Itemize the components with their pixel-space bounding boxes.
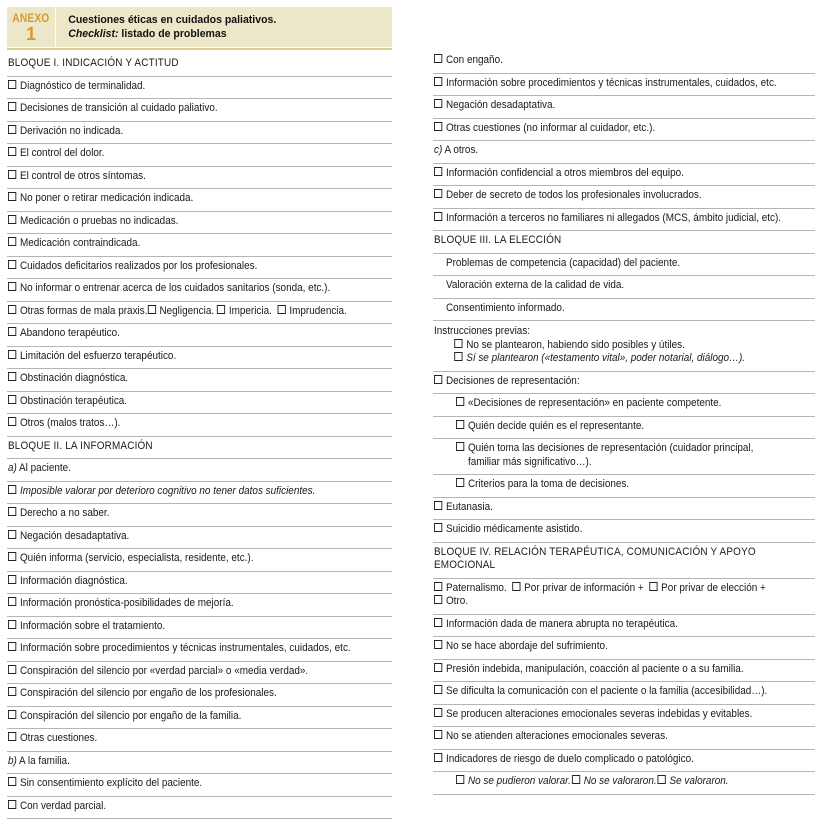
checklist-item <box>7 797 392 820</box>
checklist-item <box>433 74 815 97</box>
checkbox[interactable] <box>8 777 16 786</box>
checklist-item-label: El control de otros síntomas. <box>19 169 146 182</box>
annex-badge-number: 1 <box>25 23 36 44</box>
checklist-item <box>433 299 815 322</box>
checklist-item-label: Derecho a no saber. <box>19 507 110 519</box>
block3-heading: BLOQUE III. LA ELECCIÓN <box>433 231 815 254</box>
representation-criteria-row: Criterios para la toma de decisiones. <box>433 475 815 498</box>
checklist-item <box>7 729 392 752</box>
checklist-item <box>7 617 392 640</box>
checklist-item-label: Sin consentimiento explícito del paciente. <box>19 777 203 789</box>
instructions-option-a: No se plantearon, habiendo sido posibles y útiles. <box>434 339 785 353</box>
checkbox[interactable] <box>8 350 16 359</box>
checkbox[interactable] <box>434 640 442 649</box>
checklist-item <box>433 750 815 773</box>
checklist-item-label: Quién informa (servicio, especialista, residente, etc.). <box>19 552 254 564</box>
paternalism-row: Paternalismo. Por privar de información + Por privar de elección + Otro. <box>433 579 815 615</box>
checkbox[interactable] <box>277 305 285 314</box>
checkbox[interactable] <box>8 147 16 156</box>
checkbox[interactable] <box>434 730 442 739</box>
checkbox[interactable] <box>434 212 442 221</box>
checklist-item <box>433 705 815 728</box>
checkbox[interactable] <box>454 339 462 348</box>
checklist-item <box>433 186 815 209</box>
checklist-item <box>433 254 815 277</box>
checklist-item-label: Suicidio médicamente asistido. <box>445 523 583 535</box>
checklist-item <box>7 774 392 797</box>
block2-list <box>7 504 392 752</box>
checklist-item-label: Indicadores de riesgo de duelo complicado o patológico. <box>445 752 694 765</box>
checkbox[interactable] <box>8 395 16 404</box>
checkbox[interactable] <box>8 282 16 291</box>
checkbox[interactable] <box>8 260 16 269</box>
checklist-item <box>433 394 815 417</box>
block1-list-b <box>7 324 392 437</box>
checklist-item-label: Cuidados deficitarios realizados por los profesionales. <box>19 259 258 272</box>
checkbox[interactable] <box>8 620 16 629</box>
checklist-item <box>7 324 392 347</box>
checklist-item-label: Información sobre procedimientos y técnicas instrumentales, cuidados, etc. <box>445 76 777 89</box>
checkbox[interactable] <box>512 582 520 591</box>
checkbox[interactable] <box>434 663 442 672</box>
checklist-item-label: Conspiración del silencio por «verdad parcial» o «media verdad». <box>19 664 309 677</box>
checklist-item-label: Información diagnóstica. <box>19 574 128 587</box>
checkbox[interactable] <box>8 237 16 246</box>
checkbox[interactable] <box>8 665 16 674</box>
checkbox[interactable] <box>8 575 16 584</box>
checklist-item <box>433 51 815 74</box>
checkbox[interactable] <box>434 54 442 63</box>
checklist-item-label: Medicación contraindicada. <box>19 237 141 249</box>
checklist-item-label: Limitación del esfuerzo terapéutico. <box>19 349 177 362</box>
checklist-item <box>433 520 815 543</box>
block4-list <box>433 615 815 773</box>
checkbox[interactable] <box>8 215 16 224</box>
euthanasia-list <box>433 498 815 543</box>
checklist-item-label: Otros (malos tratos…). <box>19 417 121 429</box>
checkbox[interactable] <box>658 775 666 784</box>
block2-heading: BLOQUE II. LA INFORMACIÓN <box>7 437 392 460</box>
checkbox[interactable] <box>8 642 16 651</box>
checklist-item <box>433 417 815 440</box>
checkbox[interactable] <box>8 800 16 809</box>
checklist-item <box>7 122 392 145</box>
checklist-item <box>7 662 392 685</box>
section-b: b) A la familia. <box>7 752 392 775</box>
representation-list <box>433 394 815 439</box>
family-list <box>433 51 815 141</box>
checkbox[interactable] <box>434 122 442 131</box>
duelo-options-row: No se pudieron valorar. No se valoraron. Se valoraron. <box>433 772 815 795</box>
checklist-item-label: Diagnóstico de terminalidad. <box>19 79 146 92</box>
left-column <box>7 54 392 819</box>
checkbox[interactable] <box>8 597 16 606</box>
checklist-item-label: No se atienden alteraciones emocionales severas. <box>445 730 668 742</box>
checkbox[interactable] <box>8 485 16 494</box>
checklist-item <box>7 77 392 100</box>
checklist-item <box>433 276 815 299</box>
checkbox[interactable] <box>8 710 16 719</box>
checkbox[interactable] <box>434 99 442 108</box>
checkbox[interactable] <box>8 732 16 741</box>
section-c: c) A otros. <box>433 141 815 164</box>
checklist-item-label: Con verdad parcial. <box>19 799 107 812</box>
annex-badge <box>7 7 55 47</box>
header-rule <box>7 48 392 50</box>
checkbox[interactable] <box>434 167 442 176</box>
checkbox[interactable] <box>8 102 16 111</box>
instructions-row <box>433 321 815 372</box>
checklist-item-label: Negación desadaptativa. <box>19 529 130 542</box>
checkbox[interactable] <box>8 552 16 561</box>
checkbox[interactable] <box>8 170 16 179</box>
checklist-item <box>7 189 392 212</box>
checklist-item <box>7 347 392 370</box>
checklist-item-label: Información pronóstica-posibilidades de mejoría. <box>19 597 234 609</box>
checklist-item-label: Eutanasia. <box>445 500 493 513</box>
right-column <box>433 51 815 795</box>
checklist-item-label: Presión indebida, manipulación, coacción al paciente o a su familia. <box>445 662 744 675</box>
checklist-item-label: Consentimiento informado. <box>446 301 565 314</box>
checklist-item-label: Problemas de competencia (capacidad) del paciente. <box>446 256 681 269</box>
checklist-item-label: Información a terceros no familiares ni allegados (MCS, ámbito judicial, etc). <box>445 211 782 224</box>
checklist-item <box>433 164 815 187</box>
checkbox[interactable] <box>8 125 16 134</box>
annex-title-line2 <box>68 27 372 41</box>
checkbox[interactable] <box>434 618 442 627</box>
checklist-item <box>7 414 392 437</box>
annex-title <box>56 7 372 47</box>
checklist-item <box>433 615 815 638</box>
checkbox[interactable] <box>8 192 16 201</box>
checklist-item <box>7 392 392 415</box>
checklist-item <box>433 637 815 660</box>
checklist-item-label: Conspiración del silencio por engaño de la familia. <box>19 709 242 722</box>
checklist-item <box>7 594 392 617</box>
checkbox[interactable] <box>456 775 464 784</box>
annex-header <box>7 7 392 47</box>
checklist-item-label: Deber de secreto de todos los profesionales involucrados. <box>445 189 702 201</box>
checkbox[interactable] <box>8 417 16 426</box>
checkbox[interactable] <box>8 327 16 336</box>
checkbox[interactable] <box>147 305 155 314</box>
checklist-item <box>433 498 815 521</box>
checklist-item <box>433 119 815 142</box>
checkbox[interactable] <box>434 189 442 198</box>
checkbox[interactable] <box>434 523 442 532</box>
section-a: a) Al paciente. <box>7 459 392 482</box>
malpraxis-row: Otras formas de mala praxis. Negligencia. Impericia. Imprudencia. <box>7 302 392 325</box>
block4-heading: BLOQUE IV. RELACIÓN TERAPÉUTICA, COMUNICACIÓN Y APOYO EMOCIONAL <box>433 543 815 579</box>
checklist-item-label: Información sobre el tratamiento. <box>19 619 166 632</box>
checkbox[interactable] <box>8 507 16 516</box>
checklist-item <box>7 257 392 280</box>
checkbox[interactable] <box>434 595 442 604</box>
checkbox[interactable] <box>456 442 464 451</box>
checklist-item-label: Se producen alteraciones emocionales severas indebidas y evitables. <box>445 707 753 720</box>
checkbox[interactable] <box>649 582 657 591</box>
checkbox[interactable] <box>456 397 464 406</box>
checklist-item <box>7 639 392 662</box>
checklist-item-label: Negación desadaptativa. <box>445 99 556 111</box>
checkbox[interactable] <box>434 375 442 384</box>
checklist-item <box>7 279 392 302</box>
checklist-item-label: No informar o entrenar acerca de los cuidados sanitarios (sonda, etc.). <box>19 282 331 294</box>
checklist-item-label: Otras cuestiones. <box>19 732 98 744</box>
checkbox[interactable] <box>434 753 442 762</box>
checklist-item-label: Con engaño. <box>445 54 503 66</box>
checkbox[interactable] <box>434 708 442 717</box>
checkbox[interactable] <box>456 420 464 429</box>
checklist-item <box>7 212 392 235</box>
checklist-item <box>7 234 392 257</box>
checkbox[interactable] <box>217 305 225 314</box>
annex-title-rest: listado de problemas <box>118 28 227 40</box>
checklist-item <box>7 369 392 392</box>
checklist-item <box>7 572 392 595</box>
checklist-item-label: Información dada de manera abrupta no terapéutica. <box>445 617 678 630</box>
checklist-item-label: Valoración externa de la calidad de vida. <box>446 279 625 291</box>
checklist-item-label: Información confidencial a otros miembros del equipo. <box>445 166 684 179</box>
checkbox[interactable] <box>454 352 462 361</box>
others-list <box>433 164 815 232</box>
checklist-item <box>7 99 392 122</box>
checkbox[interactable] <box>8 530 16 539</box>
checkbox[interactable] <box>8 80 16 89</box>
checklist-item-label: Se dificulta la comunicación con el paciente o la familia (accesibilidad…). <box>445 685 768 697</box>
checklist-item-label: Abandono terapéutico. <box>19 327 120 339</box>
checkbox[interactable] <box>434 501 442 510</box>
checklist-item <box>433 682 815 705</box>
checkbox[interactable] <box>434 77 442 86</box>
instructions-title: Instrucciones previas: <box>434 325 531 337</box>
block1-list <box>7 77 392 302</box>
impossible-row: Imposible valorar por deterioro cognitivo no tener datos suficientes. <box>7 482 392 505</box>
checklist-item-label: Derivación no indicada. <box>19 124 124 137</box>
checklist-item-label: Quién decide quién es el representante. <box>467 419 645 432</box>
checklist-item-label: Obstinación diagnóstica. <box>19 372 129 384</box>
checklist-item <box>433 727 815 750</box>
checkbox[interactable] <box>8 305 16 314</box>
checkbox[interactable] <box>434 685 442 694</box>
checklist-item <box>7 527 392 550</box>
annex-title-line1: Cuestiones éticas en cuidados paliativos. <box>68 14 277 26</box>
checkbox[interactable] <box>434 582 442 591</box>
representation-title-row: Decisiones de representación: <box>433 372 815 395</box>
checklist-item-label: El control del dolor. <box>19 147 105 159</box>
checklist-item <box>7 167 392 190</box>
checklist-item <box>7 707 392 730</box>
checklist-item <box>7 504 392 527</box>
annex-title-checklist: Checklist: <box>68 28 119 40</box>
checklist-item <box>7 684 392 707</box>
checkbox[interactable] <box>456 478 464 487</box>
checklist-item-label: No se hace abordaje del sufrimiento. <box>445 640 608 652</box>
checklist-item-label: Otras cuestiones (no informar al cuidador, etc.). <box>445 121 656 134</box>
annex-badge-word: ANEXO <box>12 10 50 25</box>
checklist-item-label: «Decisiones de representación» en paciente competente. <box>467 397 722 409</box>
checklist-item-label: Obstinación terapéutica. <box>19 394 128 407</box>
checklist-item-label: Información sobre procedimientos y técnicas instrumentales, cuidados, etc. <box>19 642 351 654</box>
block1-heading: BLOQUE I. INDICACIÓN Y ACTITUD <box>7 54 392 77</box>
checklist-item <box>7 144 392 167</box>
checklist-item <box>433 96 815 119</box>
instructions-option-b: Sí se plantearon («testamento vital», poder notarial, diálogo…). <box>434 352 785 366</box>
checklist-item-label: Medicación o pruebas no indicadas. <box>19 214 179 227</box>
checklist-item <box>433 209 815 232</box>
checklist-item-label: Decisiones de transición al cuidado paliativo. <box>19 102 218 114</box>
block3-plain-list <box>433 254 815 322</box>
checkbox[interactable] <box>572 775 580 784</box>
checkbox[interactable] <box>8 687 16 696</box>
checklist-item <box>433 660 815 683</box>
checklist-item-label: Conspiración del silencio por engaño de los profesionales. <box>19 687 277 699</box>
checkbox[interactable] <box>8 372 16 381</box>
checklist-item <box>7 549 392 572</box>
checklist-item-label: No poner o retirar medicación indicada. <box>19 192 194 204</box>
representation-long-row: Quién toma las decisiones de representación (cuidador principal, familiar más significativo…). <box>433 439 815 475</box>
block2-list-b <box>7 774 392 819</box>
